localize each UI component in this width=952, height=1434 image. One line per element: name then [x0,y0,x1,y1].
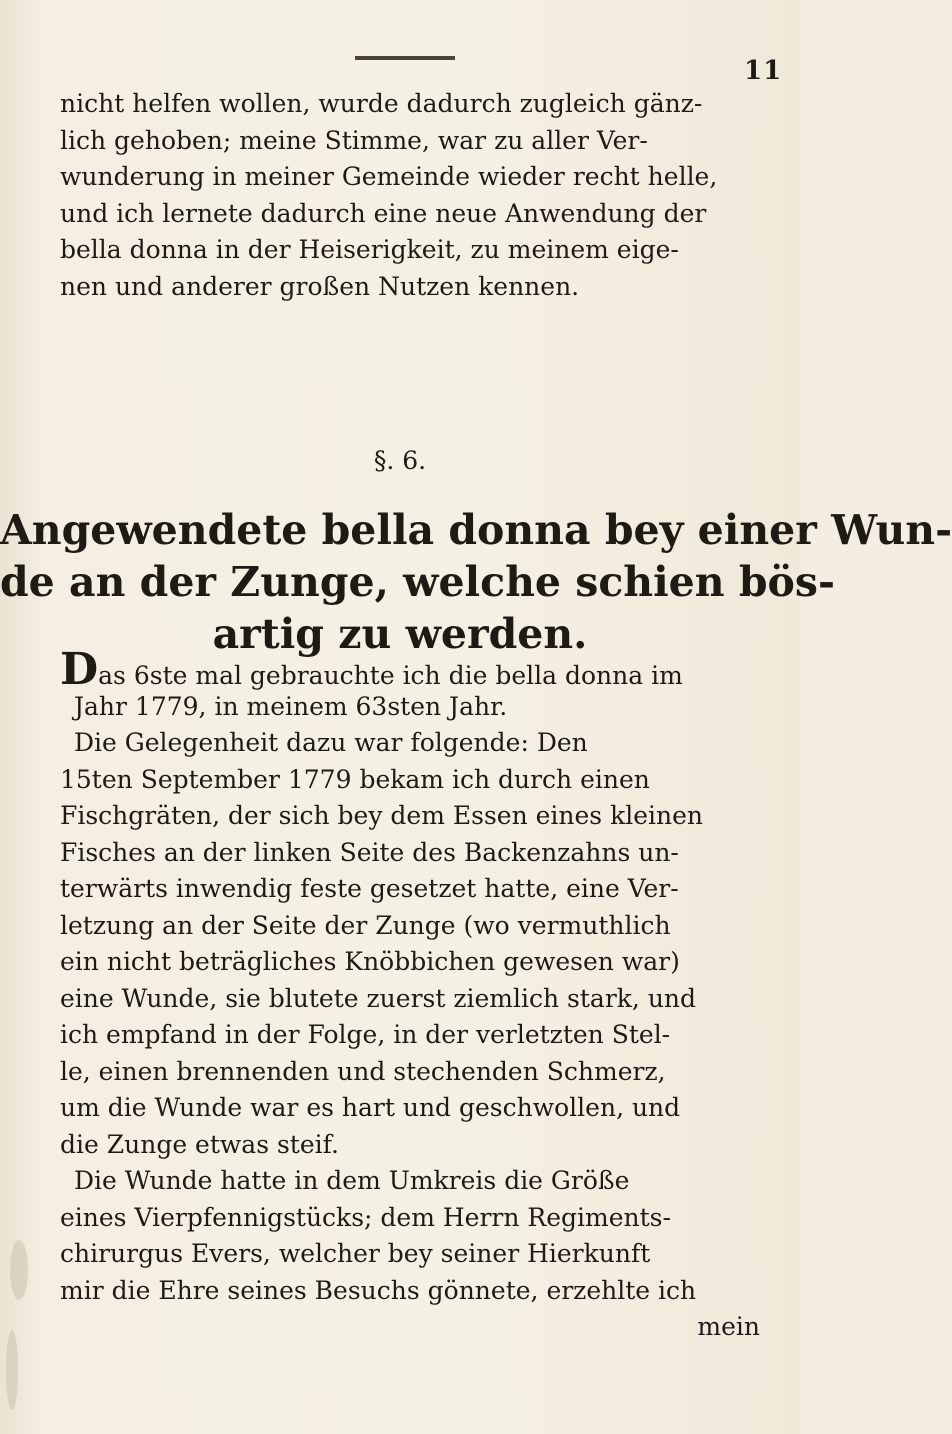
text-line: Fischgräten, der sich bey dem Essen eines kleinen [60,801,704,830]
text-line: ein nicht beträgliches Knöbbichen gewesen war) [60,947,680,976]
text-line-rest: as 6ste mal gebrauchte ich die bella donna im [98,661,683,690]
text-line: eine Wunde, sie blutete zuerst ziemlich stark, und [60,983,697,1013]
text-line: und ich lernete dadurch eine neue Anwendung der [60,198,707,228]
text-line: Die Wunde hatte in dem Umkreis die Größe [74,1166,630,1195]
text-line: nicht helfen wollen, wurde dadurch zugleich gänz- [60,89,703,118]
text-line: um die Wunde war es hart und geschwollen, und [60,1093,681,1122]
text-line: le, einen brennenden und stechenden Schmerz, [60,1056,666,1086]
section-heading [0,504,952,660]
text-line: wunderung in meiner Gemeinde wieder recht helle, [60,162,718,191]
top-paragraph [60,86,760,305]
text-line: Fisches an der linken Seite des Backenzahns un- [60,837,679,867]
text-line: 15ten September 1779 bekam ich durch einen [60,764,650,794]
paper-stain [6,1330,18,1410]
heading-line: de an der Zunge, welche schien bös- [0,558,835,606]
header-rule [355,56,455,60]
paper-stain [10,1240,28,1300]
text-line [60,644,760,695]
text-line: chirurgus Evers, welcher bey seiner Hierkunft [60,1239,651,1268]
text-line: mir die Ehre seines Besuchs gönnete, erzehlte ich [60,1275,697,1305]
text-line: letzung an der Seite der Zunge (wo vermuthlich [60,910,671,940]
heading-line: artig zu werden. [212,610,588,658]
page-number: 11 [744,56,783,86]
section-number: §. 6. [373,446,427,475]
text-line: nen und anderer großen Nutzen kennen. [60,271,580,301]
heading-line: Angewendete bella donna bey einer Wun- [0,506,952,554]
text-line: lich gehoben; meine Stimme, war zu aller Ver- [60,125,648,155]
text-line: ich empfand in der Folge, in der verletzten Stel- [60,1020,671,1049]
text-line: die Zunge etwas steif. [60,1129,339,1159]
text-line: Jahr 1779, in meinem 63sten Jahr. [74,691,508,721]
text-line: eines Vierpfennigstücks; dem Herrn Regiments- [60,1202,671,1232]
text-line: terwärts inwendig feste gesetzet hatte, eine Ver- [60,874,679,903]
text-line: bella donna in der Heiserigkeit, zu meinem eige- [60,235,679,264]
drop-initial: D [60,644,99,695]
text-line: mein [697,1312,760,1341]
text-line: Die Gelegenheit dazu war folgende: Den [74,728,588,757]
body-paragraph [60,644,760,1346]
